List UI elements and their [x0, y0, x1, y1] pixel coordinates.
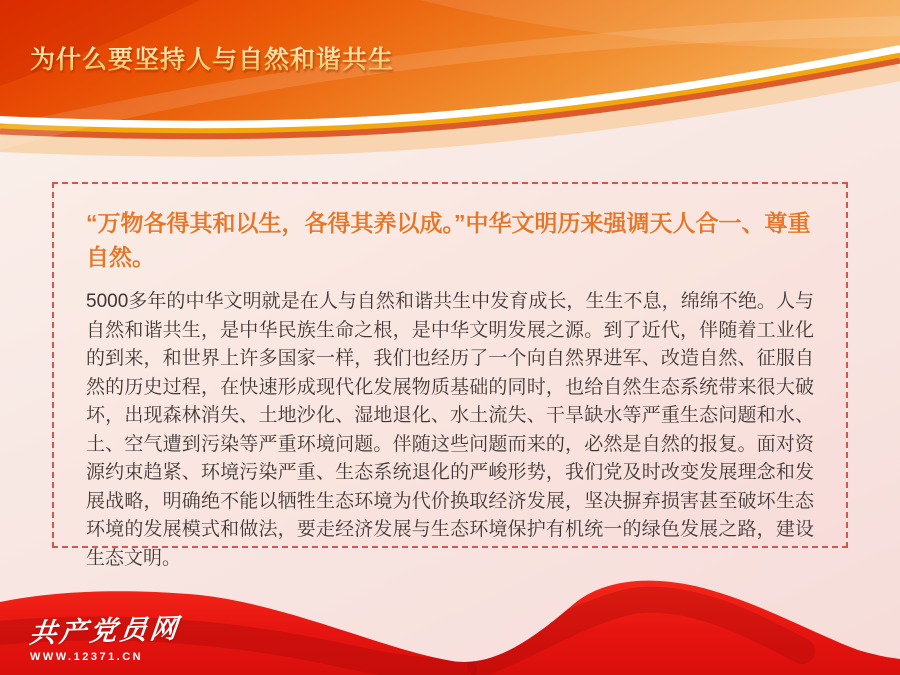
content-body: 5000多年的中华文明就是在人与自然和谐共生中发育成长，生生不息，绵绵不绝。人与自然和谐共生，是中华民族生命之根，是中华文明发展之源。到了近代，伴随着工业化的到来，和世界上许多国家一样，我们也经历了一个向自然界进军、改造自然、征服自然的历史过程，在快速形成现代化发展物质基础的同时，也给自然生态系统带来很大破坏，出现森林消失、土地沙化、湿地退化、水土流失、干旱缺水等严重生态问题和水、土、空气遭到污染等严重环境问题。伴随这些问题而来的，必然是自然的报复。面对资源约束趋紧、环境污染严重、生态系统退化的严峻形势，我们党及时改变发展理念和发展战略，明确绝不能以牺牲生态环境为代价换取经济发展，坚决摒弃损害甚至破坏生态环境的发展模式和做法，要走经济发展与生态环境保护有机统一的绿色发展之路，建设生态文明。 [86, 291, 814, 569]
header-banner [0, 0, 900, 170]
content-heading: “万物各得其和以生，各得其养以成。”中华文明历来强调天人合一、尊重自然。 [86, 210, 811, 270]
site-logo [27, 609, 182, 663]
content-box [52, 182, 848, 569]
site-logo-url: WWW.12371.CN [30, 651, 144, 663]
header-swoosh-art [0, 0, 900, 170]
site-logo-text: 共产党员网 [27, 613, 182, 649]
page-title: 为什么要坚持人与自然和谐共生 [30, 40, 394, 76]
footer-ribbon [0, 555, 900, 675]
